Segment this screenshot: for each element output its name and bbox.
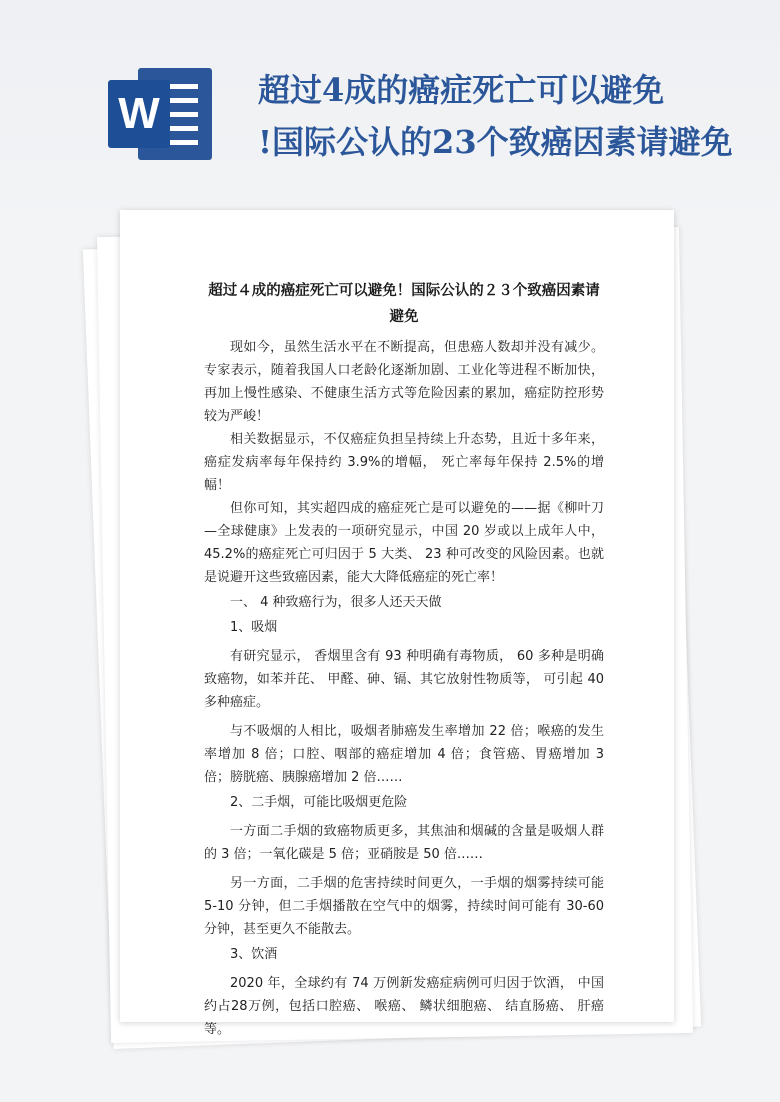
paragraph: 相关数据显示，不仅癌症负担呈持续上升态势，且近十多年来，癌症发病率每年保持约 3.9%的增幅， 死亡率每年保持 2.5%的增幅！ [204,432,604,493]
section-heading: 一、 4 种致癌行为，很多人还天天做 [230,595,442,610]
title-line-2: !国际公认的23个致癌因素请避免 [258,123,733,161]
document-heading: 超过４成的癌症死亡可以避免！国际公认的２３个致癌因素请避免 [208,283,600,325]
paragraph: 另一方面，二手烟的危害持续时间更久，一手烟的烟雾持续可能 5-10 分钟，但二手烟播散在空气中的烟雾，持续时间可能有 30-60 分钟，甚至更久不能散去。 [204,876,604,937]
subsection-heading: 3、饮酒 [230,947,278,962]
title-line-1: 超过4成的癌症死亡可以避免 [258,71,665,109]
subsection-heading: 2、二手烟，可能比吸烟更危险 [230,795,408,810]
document-page [120,210,674,1037]
paragraph: 但你可知，其实超四成的癌症死亡是可以避免的——据《柳叶刀—全球健康》上发表的一项研究显示，中国 20 岁或以上成年人中，45.2%的癌症死亡可归因于 5 大类、 23 种可改变的风险因素。也就是说避开这些致癌因素，能大大降低癌症的死亡率！ [204,501,604,585]
document-title [258,64,758,168]
word-logo-letter: W [108,80,170,148]
subsection-heading: 1、吸烟 [230,620,278,635]
word-document-icon [108,68,212,160]
paragraph: 有研究显示， 香烟里含有 93 种明确有毒物质， 60 多种是明确致癌物，如苯并芘、 甲醛、砷、镉、其它放射性物质等， 可引起 40 多种癌症。 [204,649,604,710]
paragraph: 一方面二手烟的致癌物质更多，其焦油和烟碱的含量是吸烟人群的 3 倍；一氧化碳是 5 倍；亚硝胺是 50 倍…… [204,824,604,862]
document-content [204,278,604,1041]
paragraph: 与不吸烟的人相比，吸烟者肺癌发生率增加 22 倍；喉癌的发生率增加 8 倍；口腔、咽部的癌症增加 4 倍；食管癌、胃癌增加 3 倍；膀胱癌、胰腺癌增加 2 倍…… [204,724,604,785]
paragraph: 2020 年，全球约有 74 万例新发癌症病例可归因于饮酒， 中国约占28万例，包括口腔癌、 喉癌、 鳞状细胞癌、 结直肠癌、 肝癌等。 [204,976,604,1037]
paragraph: 现如今，虽然生活水平在不断提高，但患癌人数却并没有减少。专家表示，随着我国人口老龄化逐渐加剧、工业化等进程不断加快，再加上慢性感染、不健康生活方式等危险因素的累加，癌症防控形势较为严峻！ [204,340,604,424]
